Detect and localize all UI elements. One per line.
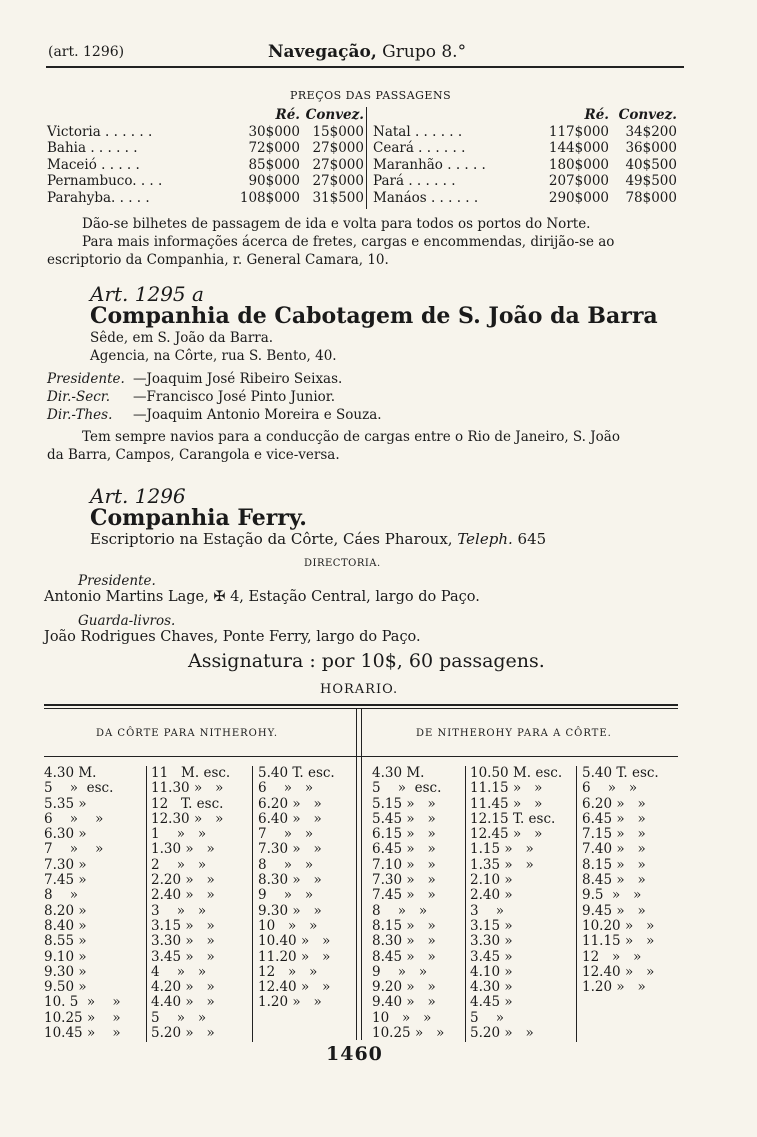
schedule-time: 7.10 » » — [372, 856, 436, 873]
price-row: Ceará . . . . . . 144$000 36$000 — [373, 140, 677, 156]
schedule-divider — [356, 708, 357, 1040]
article-1296-label: Art. 1296 — [90, 484, 186, 508]
price-row: Maceió . . . . . 85$000 27$000 — [47, 156, 364, 173]
schedule-time: 7.30 » — [44, 856, 87, 873]
price-row: Natal . . . . . . 117$000 34$200 — [373, 123, 677, 140]
president-name: Antonio Martins Lage, ✠ 4, Estação Central, largo do Paço. — [44, 589, 480, 605]
schedule-time: 9 » » — [372, 963, 428, 980]
schedule-time: 10 » » — [258, 917, 318, 934]
schedule-time: 6 » » — [44, 810, 104, 827]
schedule-time: 5 » esc. — [372, 780, 442, 797]
schedule-time: 11.45 » » — [470, 795, 543, 812]
col-conv-label: Convez. — [618, 107, 677, 123]
schedule-time: 5.20 » » — [151, 1025, 215, 1042]
schedule-time: 6.40 » » — [258, 810, 322, 827]
schedule-time: 3.45 » » — [151, 948, 215, 965]
president-label: Presidente. — [78, 573, 156, 589]
schedule-time: 10. 5 » » — [44, 994, 121, 1011]
schedule-time: 6.45 » » — [372, 841, 436, 858]
schedule-time: 8.15 » » — [372, 917, 436, 934]
schedule-time: 9.30 » » — [258, 902, 322, 919]
prices-table-right — [366, 107, 677, 209]
schedule-time: 8.30 » » — [372, 933, 436, 950]
schedule-time: 9.5 » » — [582, 887, 642, 904]
schedule-time: 8.30 » » — [258, 872, 322, 889]
schedule-time: 12.45 » » — [470, 826, 543, 843]
schedule-time: 5.45 » » — [372, 810, 436, 827]
schedule-time: 10.45 » » — [44, 1025, 121, 1042]
company-1295-name: Companhia de Cabotagem de S. João da Barra — [90, 303, 658, 329]
price-row: Victoria . . . . . . 30$000 15$000 — [47, 123, 364, 140]
column-rule — [146, 766, 147, 1042]
schedule-time: 1.15 » » — [470, 841, 534, 858]
schedule-time: 12 » » — [258, 963, 318, 980]
schedule-time: 9.45 » » — [582, 902, 646, 919]
col-re-label: Ré. — [275, 107, 300, 123]
schedule-time: 4.30 » — [470, 979, 513, 996]
schedule-col-5 — [470, 766, 562, 1041]
schedule-time: 6 » » — [258, 780, 314, 797]
schedule-time: 8 » » — [258, 856, 314, 873]
schedule-time: 6.20 » » — [582, 795, 646, 812]
schedule-time: 5 » — [470, 1009, 505, 1026]
schedule-col-3 — [258, 766, 335, 1011]
schedule-time: 1 » » — [151, 826, 207, 843]
schedule-time: 8.45 » » — [372, 948, 436, 965]
schedule-time: 4 » » — [151, 963, 207, 980]
schedule-time: 3.30 » — [470, 933, 513, 950]
prices-title: PREÇOS DAS PASSAGENS — [290, 89, 452, 102]
schedule-time: 11.15 » » — [470, 780, 543, 797]
schedule-time: 8 » — [44, 887, 79, 904]
company-1295-note-a: Tem sempre navios para a conducção de cargas entre o Rio de Janeiro, S. João — [82, 429, 620, 445]
schedule-time: 11.20 » » — [258, 948, 331, 965]
schedule-time: 3 » — [470, 902, 505, 919]
schedule-time: 5.20 » » — [470, 1025, 534, 1042]
schedule-time: 12.40 » » — [258, 979, 331, 996]
price-row: Pará . . . . . . 207$000 49$500 — [373, 173, 677, 189]
schedule-time: 2.20 » » — [151, 872, 215, 889]
schedule-time: 9 » » — [258, 887, 314, 904]
page-title-rest: Grupo 8.° — [376, 42, 467, 62]
schedule-time: 12 T. esc. — [151, 795, 224, 812]
price-row: Maranhão . . . . . 180$000 40$500 — [373, 156, 677, 173]
prices-table-left — [47, 107, 364, 206]
schedule-top-rule — [44, 704, 678, 706]
prices-note-1: Dão-se bilhetes de passagem de ida e volta para todos os portos do Norte. — [82, 216, 591, 232]
schedule-head-right: DE NITHEROHY PARA A CÔRTE. — [416, 728, 612, 739]
price-row: Pernambuco. . . . 90$000 27$000 — [47, 173, 364, 189]
schedule-time: 5.15 » » — [372, 795, 436, 812]
schedule-time: 4.20 » » — [151, 979, 215, 996]
guarda-livros-label: Guarda-livros. — [78, 613, 176, 629]
schedule-time: 4.30 M. — [44, 765, 97, 781]
schedule-time: 5.40 T. esc. — [582, 765, 659, 781]
article-reference: (art. 1296) — [48, 44, 125, 60]
company-1295-sede: Sêde, em S. João da Barra. — [90, 330, 274, 346]
schedule-time: 9.30 » — [44, 963, 87, 980]
column-rule — [576, 766, 577, 1042]
schedule-time: 6.20 » » — [258, 795, 322, 812]
directoria-title: DIRECTORIA. — [304, 558, 381, 569]
company-1295-agencia: Agencia, na Côrte, rua S. Bento, 40. — [90, 348, 337, 364]
schedule-time: 3.45 » — [470, 948, 513, 965]
schedule-time: 6.15 » » — [372, 826, 436, 843]
prices-note-2a: Para mais informações ácerca de fretes, cargas e encommendas, dirijão-se ao — [82, 234, 615, 250]
schedule-head-left: DA CÔRTE PARA NITHEROHY. — [96, 728, 279, 739]
prices-header-right — [373, 107, 677, 124]
schedule-time: 6 » » — [582, 780, 638, 797]
schedule-time: 7.45 » — [44, 872, 87, 889]
schedule-time: 10 » » — [372, 1009, 432, 1026]
schedule-col-1 — [44, 766, 121, 1041]
schedule-time: 10.40 » » — [258, 933, 331, 950]
schedule-time: 7.30 » » — [372, 872, 436, 889]
schedule-time: 8.20 » — [44, 902, 87, 919]
schedule-time: 5.40 T. esc. — [258, 765, 335, 781]
price-row: Bahia . . . . . . 72$000 27$000 — [47, 140, 364, 156]
schedule-time: 8.55 » — [44, 933, 87, 950]
schedule-time: 12 » » — [582, 948, 642, 965]
schedule-time: 10.25 » » — [372, 1025, 445, 1042]
schedule-time: 11.15 » » — [582, 933, 655, 950]
officer-row: Dir.-Secr. —Francisco José Pinto Junior. — [47, 389, 336, 405]
schedule-time: 10.25 » » — [44, 1009, 121, 1026]
schedule-time: 12.30 » » — [151, 810, 224, 827]
col-conv-label: Convez. — [305, 107, 364, 123]
article-1295-label: Art. 1295 a — [90, 282, 204, 306]
schedule-time: 3.15 » — [470, 917, 513, 934]
company-1296-name: Companhia Ferry. — [90, 505, 307, 531]
page-title — [268, 42, 466, 62]
schedule-time: 7.40 » » — [582, 841, 646, 858]
schedule-time: 5 » » — [151, 1009, 207, 1026]
schedule-time: 1.35 » » — [470, 856, 534, 873]
column-rule — [252, 766, 253, 1042]
schedule-time: 11.30 » » — [151, 780, 224, 797]
schedule-time: 8.15 » » — [582, 856, 646, 873]
officer-row: Dir.-Thes. —Joaquim Antonio Moreira e Souza. — [47, 407, 382, 423]
schedule-col-2 — [151, 766, 230, 1041]
schedule-time: 7 » » — [258, 826, 314, 843]
schedule-time: 8 » » — [372, 902, 428, 919]
schedule-time: 1.30 » » — [151, 841, 215, 858]
schedule-col-6 — [582, 766, 659, 995]
company-1296-office: Escriptorio na Estação da Côrte, Cáes Pharoux, Teleph. 645 — [90, 530, 547, 548]
schedule-time: 3.30 » » — [151, 933, 215, 950]
schedule-time: 5 » esc. — [44, 780, 114, 797]
prices-note-2b: escriptorio da Companhia, r. General Camara, 10. — [47, 252, 389, 268]
schedule-time: 9.20 » » — [372, 979, 436, 996]
schedule-time: 8.40 » — [44, 917, 87, 934]
schedule-col-4 — [372, 766, 444, 1041]
company-1295-note-b: da Barra, Campos, Carangola e vice-versa. — [47, 447, 340, 463]
schedule-time: 2.10 » — [470, 872, 513, 889]
schedule-time: 7 » » — [44, 841, 104, 858]
schedule-time: 7.45 » » — [372, 887, 436, 904]
schedule-time: 7.15 » » — [582, 826, 646, 843]
schedule-time: 2 » » — [151, 856, 207, 873]
schedule-time: 4.40 » » — [151, 994, 215, 1011]
schedule-time: 8.45 » » — [582, 872, 646, 889]
officer-row: Presidente. —Joaquim José Ribeiro Seixas. — [47, 371, 343, 387]
schedule-divider — [361, 708, 362, 1040]
schedule-time: 4.10 » — [470, 963, 513, 980]
schedule-time: 5.35 » — [44, 795, 87, 812]
price-row: Parahyba. . . . . 108$000 31$500 — [47, 189, 364, 206]
page-title-bold: Navegação, — [268, 42, 377, 62]
schedule-time: 1.20 » » — [582, 979, 646, 996]
col-re-label: Ré. — [584, 107, 609, 123]
schedule-time: 12.15 T. esc. — [470, 810, 556, 827]
schedule-time: 11 M. esc. — [151, 765, 231, 781]
price-row: Manáos . . . . . . 290$000 78$000 — [373, 189, 677, 206]
horario-title: HORARIO. — [320, 682, 399, 697]
schedule-time: 2.40 » » — [151, 887, 215, 904]
schedule-time: 9.40 » » — [372, 994, 436, 1011]
schedule-time: 2.40 » — [470, 887, 513, 904]
schedule-time: 4.45 » — [470, 994, 513, 1011]
header-rule — [46, 66, 684, 68]
guarda-livros-name: João Rodrigues Chaves, Ponte Ferry, largo do Paço. — [44, 629, 421, 645]
page-number: 1460 — [326, 1043, 383, 1065]
schedule-time: 3 » » — [151, 902, 207, 919]
schedule-time: 6.30 » — [44, 826, 87, 843]
schedule-time: 6.45 » » — [582, 810, 646, 827]
schedule-time: 10.20 » » — [582, 917, 655, 934]
assignatura: Assignatura : por 10$, 60 passagens. — [188, 650, 545, 672]
column-rule — [465, 766, 466, 1042]
schedule-time: 9.50 » — [44, 979, 87, 996]
prices-header-left — [47, 107, 364, 124]
schedule-time: 12.40 » » — [582, 963, 655, 980]
schedule-time: 7.30 » » — [258, 841, 322, 858]
schedule-time: 9.10 » — [44, 948, 87, 965]
schedule-time: 4.30 M. — [372, 765, 425, 781]
schedule-time: 1.20 » » — [258, 994, 322, 1011]
schedule-time: 3.15 » » — [151, 917, 215, 934]
schedule-time: 10.50 M. esc. — [470, 765, 563, 781]
